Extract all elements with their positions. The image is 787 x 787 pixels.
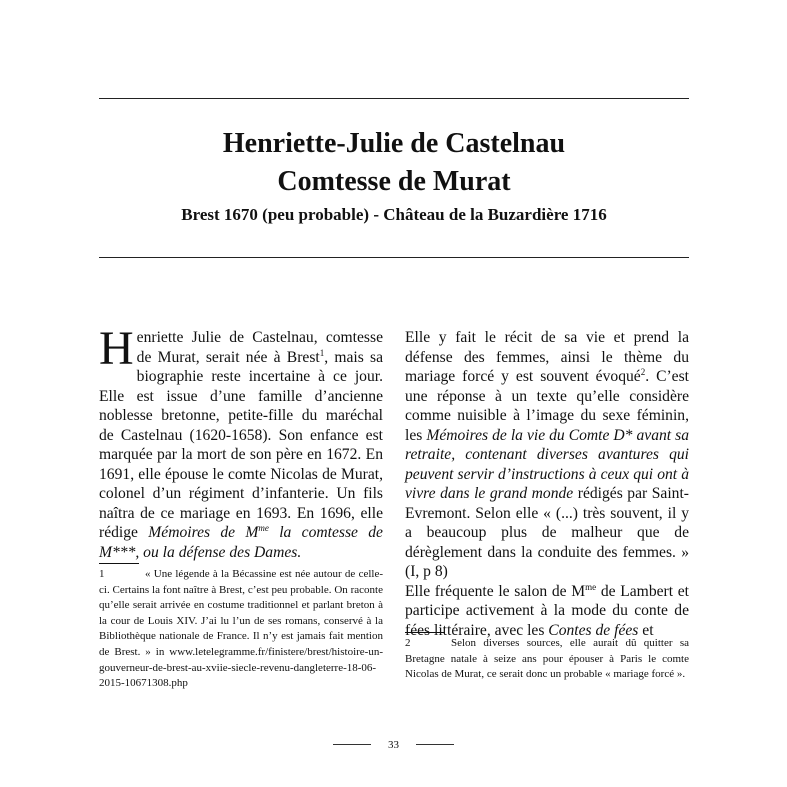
- header-bottom-rule: [99, 257, 689, 258]
- page-title: [99, 125, 689, 201]
- body-paragraph-1: [405, 328, 689, 582]
- right-column: [405, 328, 689, 640]
- p1-text-3: rédigés par Saint-Evremont. Selon elle « (...) très souvent, il y a beaucoup plus de malheur que de dérèglement dans la conduite des femmes. » (I, p 8): [405, 485, 689, 580]
- p2-text-1: Elle fréquente le salon de M: [405, 582, 586, 600]
- work-title-superscript: me: [258, 522, 269, 533]
- footnote-1-number: 1: [99, 568, 105, 580]
- intro-paragraph: [99, 322, 384, 562]
- footnote-separator-right: [405, 632, 445, 633]
- p2-text-3: et: [638, 621, 654, 639]
- p2-superscript: me: [585, 581, 597, 592]
- work-title-part-1: Mémoires de M: [148, 524, 259, 541]
- p2-text-2: de Lambert et participe activement à la mode du conte de fées littéraire, avec les: [405, 582, 689, 639]
- title-line-2: Comtesse de Murat: [277, 166, 511, 197]
- work-title-part-2: la comtesse de M***, ou la défense des Dames.: [99, 524, 383, 561]
- footnote-ref-2: 2: [640, 366, 646, 377]
- header-top-rule: [99, 98, 689, 99]
- intro-text-1: enriette Julie de Castelnau, comtesse de Murat, serait née à Brest: [136, 329, 383, 366]
- page-subtitle: Brest 1670 (peu probable) - Château de la Buzardière 1716: [181, 205, 607, 224]
- footnote-ref-1: 1: [319, 347, 325, 358]
- p1-text-2: . C’est une réponse à un texte qu’elle considère comme nuisible à l’image du sexe féminin, les: [405, 368, 689, 444]
- p1-italic-title: Mémoires de la vie du Comte D* avant sa retraite, contenant diverses avantures qui peuvent servir d’instructions à ceux qui ont à vivre dans le grand monde: [405, 426, 689, 502]
- body-paragraph-2: [405, 582, 689, 641]
- footnote-1: [99, 567, 383, 692]
- intro-text-2: , mais sa biographie reste incertaine à ce jour. Elle est issue d’une famille d’ancienne noblesse bretonne, petite-fille du maréchal de Castelnau (1620-1658). Son enfance est marquée par la mort de son père en 1672. En 1691, elle épouse le comte Nicolas de Murat, colonel d’un régiment d’infanterie. Un fils naîtra de ce mariage en 1693. En 1696, elle rédige: [99, 348, 384, 541]
- footnote-2-number: 2: [405, 637, 411, 649]
- footnote-2: [405, 636, 689, 683]
- p1-text-1: Elle y fait le récit de sa vie et prend la défense des femmes, ainsi le thème du mariage forcé y est souvent évoqué: [405, 329, 689, 385]
- footnote-2-text: Selon diverses sources, elle aurait dû quitter sa Bretagne natale à seize ans pour épouser à Paris le comte Nicolas de Murat, ce serait donc un probable « mariage forcé ».: [405, 637, 689, 681]
- title-line-1: Henriette-Julie de Castelnau: [222, 128, 566, 159]
- page-number: 33: [388, 738, 399, 751]
- drop-cap: H: [99, 322, 134, 375]
- page-footer: [0, 734, 787, 753]
- p2-italic-title: Contes de fées: [548, 621, 639, 639]
- footer-dash-left: [333, 744, 371, 745]
- left-column: [99, 322, 384, 562]
- footer-dash-right: [416, 744, 454, 745]
- footnote-1-text: « Une légende à la Bécassine est née autour de celle-ci. Certains la font naître à Brest, c’est peu probable. On raconte qu’elle serait arrivée en costume traditionnel et parlant breton à la cour de Louis XIV. J’ai lu l’un de ses romans, conservé à la Bibliothèque nationale de France. Il n’y est jamais fait mention de Brest. » in www.letelegramme.fr/finistere/brest/histoire-un-gouverneur-de-brest-au-xviie-siecle-revenu-dangleterre-18-06-2015-10671308.php: [99, 568, 383, 690]
- footnote-separator-left: [99, 563, 139, 564]
